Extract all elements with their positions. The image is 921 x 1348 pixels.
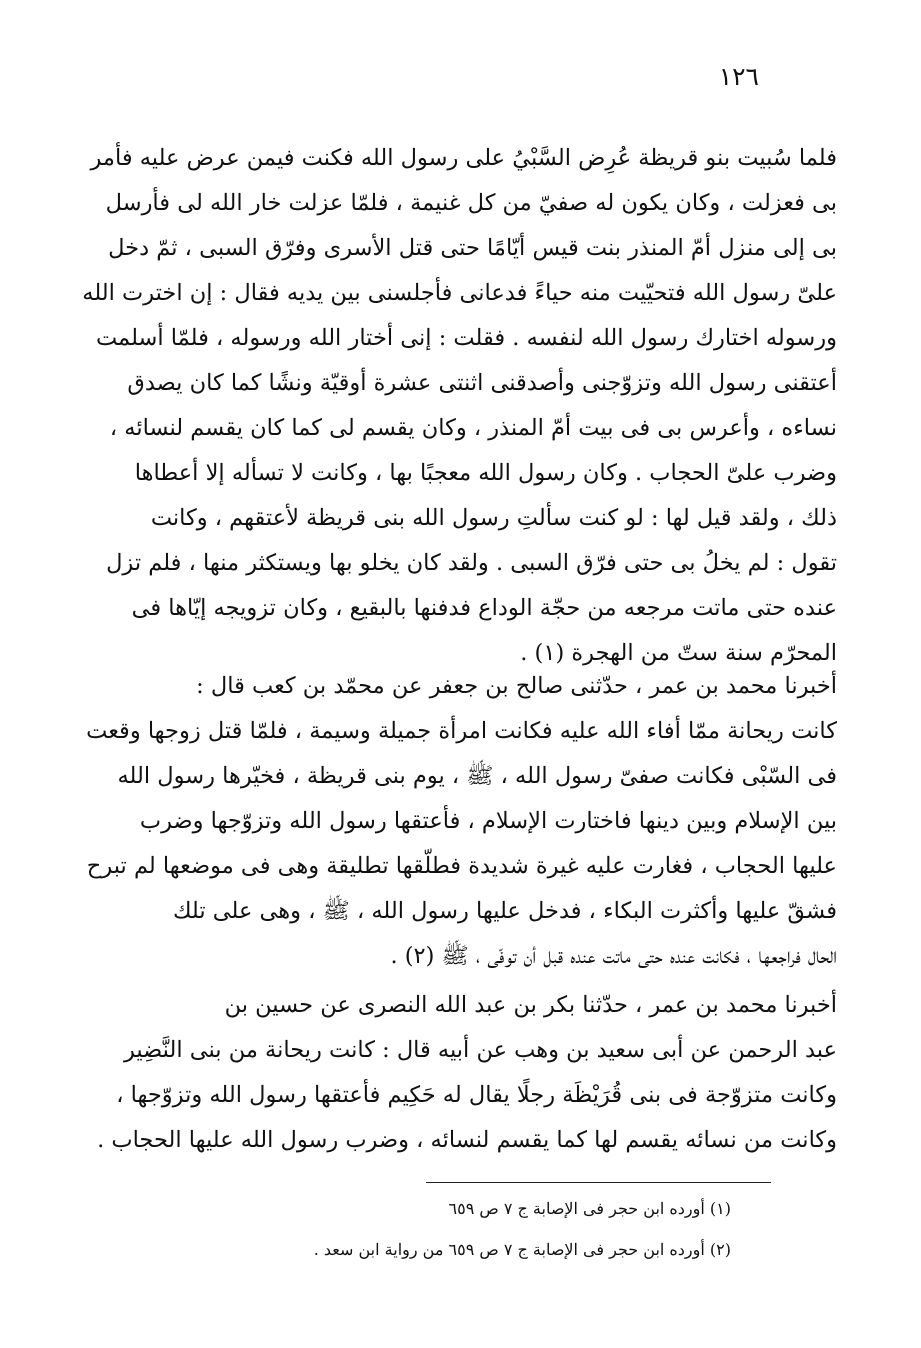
paragraph-2 <box>79 664 837 979</box>
text-line: كانت ريحانة ممّا أفاء الله عليه فكانت امرأة جميلة وسيمة ، فلمّا قتل زوجها وقعت <box>86 718 837 744</box>
paragraph-1 <box>79 136 837 676</box>
page-number: ١٢٦ <box>718 62 759 91</box>
paragraph-3 <box>79 983 837 1163</box>
text-line: نساءه ، وأعرس بى فى بيت أمّ المنذر ، وكان يقسم لى كما كان يقسم لنسائه ، <box>109 415 837 441</box>
text-line: أخبرنا محمد بن عمر ، حدّثنا بكر بن عبد الله النصرى عن حسين بن <box>224 992 837 1018</box>
text-line: عبد الرحمن عن أبى سعيد بن وهب عن أبيه قال : كانت ريحانة من بنى النَّضِير <box>123 1037 837 1063</box>
text-line: فى السّبْى فكانت صفىّ رسول الله ، ﷺ ، يوم بنى قريظة ، فخيّرها رسول الله <box>117 763 837 789</box>
text-line: وكانت متزوّجة فى بنى قُرَيْظَة رجلًا يقال له حَكِيم فأعتقها رسول الله وتزوّجها ، <box>116 1082 837 1108</box>
text-line: بين الإسلام وبين دينها فاختارت الإسلام ، فأعتقها رسول الله وتزوّجها وضرب <box>139 808 837 834</box>
text-line: تقول : لم يخلُ بى حتى فرّق السبى . ولقد كان يخلو بها ويستكثر منها ، فلم تزل <box>106 550 837 576</box>
text-line: الحال فراجعها ، فكانت عنده حتى ماتت عنده قبل أن توفّى ، ﷺ (٢) . <box>390 943 837 969</box>
text-line: وضرب علىّ الحجاب . وكان رسول الله معجبًا بها ، وكانت لا تسأله إلا أعطاها <box>134 460 837 486</box>
text-line: فلما سُبيت بنو قريظة عُرِض السَّبْيُ على رسول الله فكنت فيمن عرض عليه فأمر <box>90 145 837 171</box>
text-line: أخبرنا محمد بن عمر ، حدّثنى صالح بن جعفر عن محمّد بن كعب قال : <box>196 673 837 699</box>
text-line: المحرّم سنة ستّ من الهجرة (١) . <box>520 640 837 666</box>
text-line: بى فعزلت ، وكان يكون له صفيّ من كل غنيمة ، فلمّا عزلت خار الله لى فأرسل <box>105 190 837 216</box>
text-line: علىّ رسول الله فتحيّيت منه حياءً فدعانى فأجلسنى بين يديه فقال : إن اخترت الله <box>82 280 837 306</box>
footnote-1: (١) أورده ابن حجر فى الإصابة ج ٧ ص ٦٥٩ <box>448 1199 731 1218</box>
footnote-2: (٢) أورده ابن حجر فى الإصابة ج ٧ ص ٦٥٩ من رواية ابن سعد . <box>313 1240 731 1259</box>
text-line: ذلك ، ولقد قيل لها : لو كنت سألتِ رسول الله بنى قريظة لأعتقهم ، وكانت <box>150 505 837 531</box>
text-line: عليها الحجاب ، فغارت عليه غيرة شديدة فطلّقها تطليقة وهى فى موضعها لم تبرح <box>86 853 837 879</box>
text-line: وكانت من نسائه يقسم لها كما يقسم لنسائه ، وضرب رسول الله عليها الحجاب . <box>97 1127 837 1153</box>
text-line: أعتقنى رسول الله وتزوّجنى وأصدقنى اثنتى عشرة أوقيّة ونشًا كما كان يصدق <box>127 370 837 396</box>
text-line: ورسوله اختارك رسول الله لنفسه . فقلت : إنى أختار الله ورسوله ، فلمّا أسلمت <box>95 325 837 351</box>
text-line: بى إلى منزل أمّ المنذر بنت قيس أيّامًا حتى قتل الأسرى وفرّق السبى ، ثمّ دخل <box>108 235 837 261</box>
footnote-separator <box>426 1182 771 1183</box>
text-line: فشقّ عليها وأكثرت البكاء ، فدخل عليها رسول الله ، ﷺ ، وهى على تلك <box>172 898 837 924</box>
text-line: عنده حتى ماتت مرجعه من حجّة الوداع فدفنها بالبقيع ، وكان تزويجه إيّاها فى <box>131 595 837 621</box>
